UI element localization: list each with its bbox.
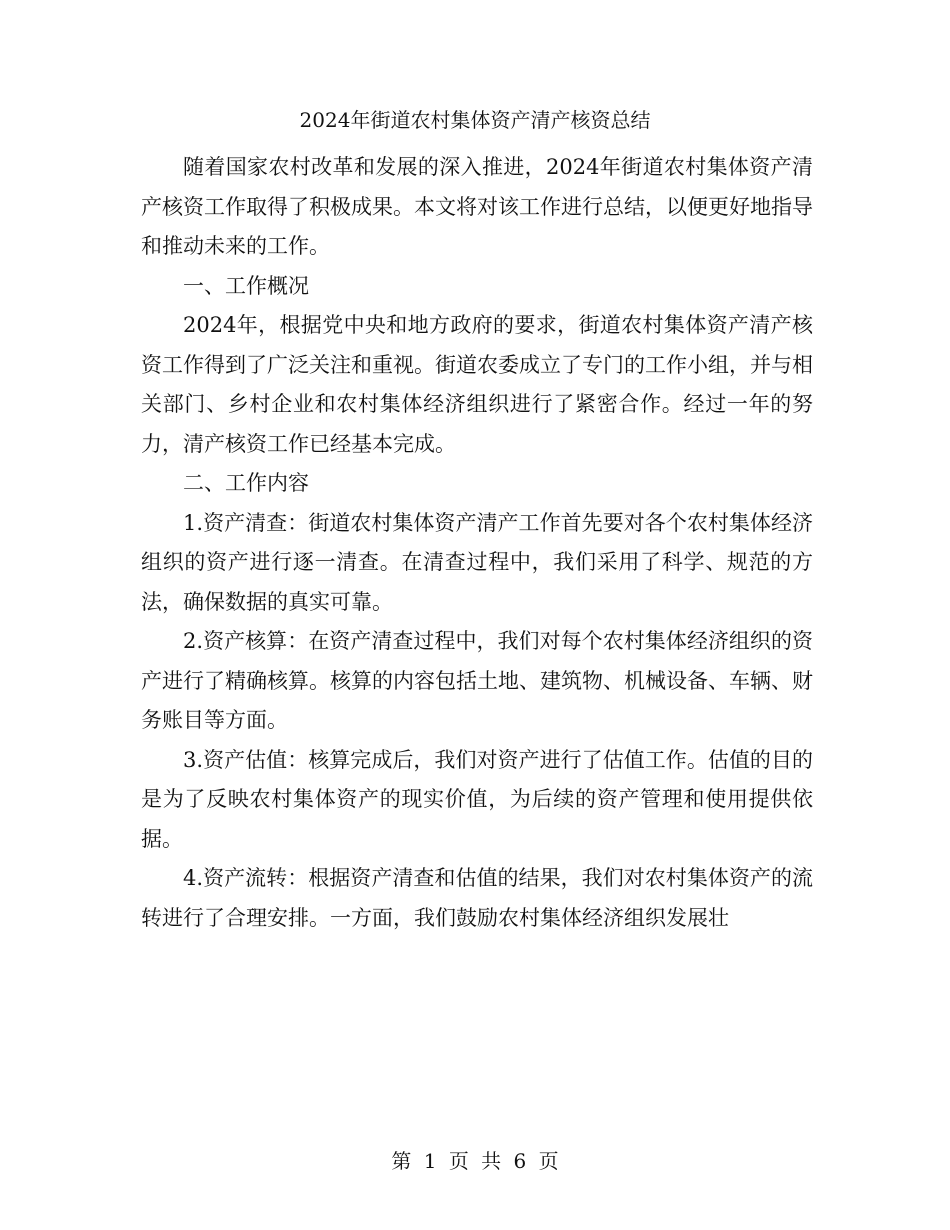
page-number: 第 1 页 共 6 页: [391, 1149, 559, 1173]
paragraph-asset-valuation: 3.资产估值：核算完成后，我们对资产进行了估值工作。估值的目的是为了反映农村集体资产的现实价值，为后续的资产管理和使用提供依据。: [141, 747, 813, 851]
paragraph-asset-transfer: 4.资产流转：根据资产清查和估值的结果，我们对农村集体资产的流转进行了合理安排。一方面，我们鼓励农村集体经济组织发展壮: [141, 866, 813, 930]
section-heading-content: 二、工作内容: [183, 471, 309, 495]
paragraph-overview: 2024年，根据党中央和地方政府的要求，街道农村集体资产清产核资工作得到了广泛关注和重视。街道农委成立了专门的工作小组，并与相关部门、乡村企业和农村集体经济组织进行了紧密合作。经过一年的努力，清产核资工作已经基本完成。: [141, 313, 813, 456]
section-heading-overview: 一、工作概况: [183, 273, 309, 298]
page-footer: [0, 1148, 950, 1174]
document-body: [141, 148, 813, 938]
document-title: 2024年街道农村集体资产清产核资总结: [299, 108, 651, 132]
paragraph-asset-inventory: 1.资产清查：街道农村集体资产清产工作首先要对各个农村集体经济组织的资产进行逐一清查。在清查过程中，我们采用了科学、规范的方法，确保数据的真实可靠。: [141, 510, 813, 614]
paragraph-asset-accounting: 2.资产核算：在资产清查过程中，我们对每个农村集体经济组织的资产进行了精确核算。核算的内容包括土地、建筑物、机械设备、车辆、财务账目等方面。: [141, 629, 813, 732]
paragraph-intro: 随着国家农村改革和发展的深入推进，2024年街道农村集体资产清产核资工作取得了积极成果。本文将对该工作进行总结，以便更好地指导和推动未来的工作。: [141, 155, 813, 258]
